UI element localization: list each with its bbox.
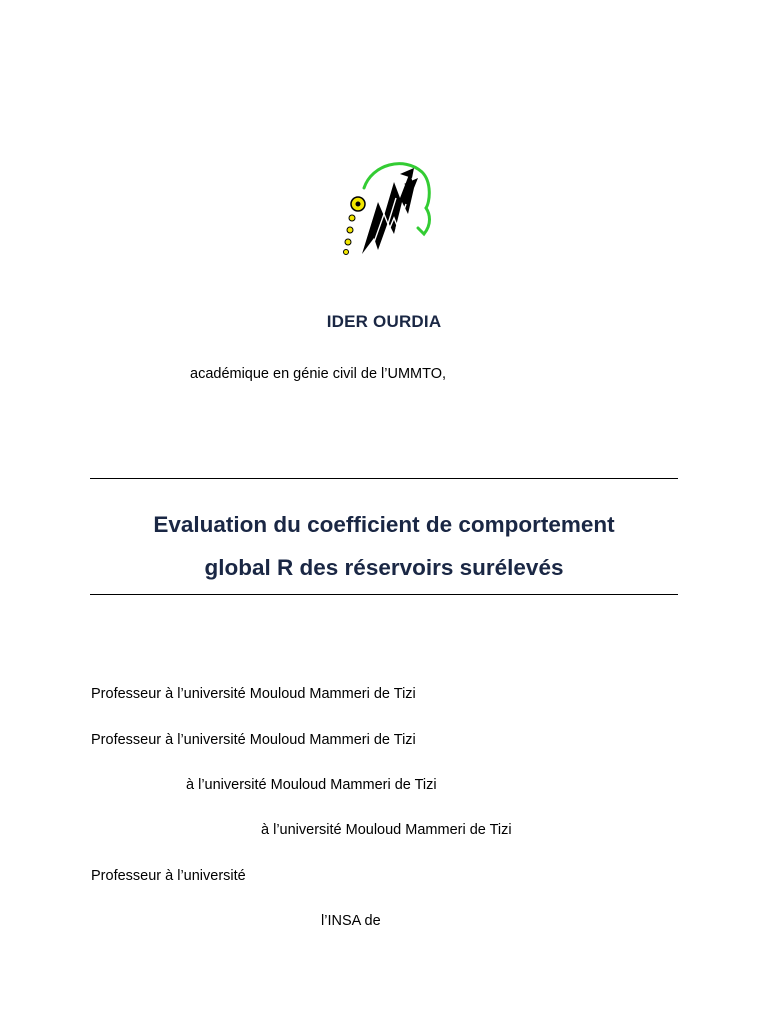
thesis-title	[90, 503, 678, 589]
jury-line-3: à l’université Mouloud Mammeri de Tizi	[186, 777, 437, 793]
jury-line-1: Professeur à l’université Mouloud Mammeri de Tizi	[91, 686, 416, 702]
affiliation-text: académique en génie civil de l’UMMTO,	[190, 366, 447, 382]
thesis-title-line-1: Evaluation du coefficient de comportement	[153, 512, 615, 537]
jury-line-5: Professeur à l’université	[91, 868, 246, 884]
title-rule-bottom	[90, 594, 678, 595]
university-emblem-icon	[334, 158, 436, 258]
title-rule-top	[90, 478, 678, 479]
jury-line-4: à l’université Mouloud Mammeri de Tizi	[261, 822, 512, 838]
thesis-title-line-2: global R des réservoirs surélevés	[204, 555, 564, 580]
jury-line-2: Professeur à l’université Mouloud Mammeri de Tizi	[91, 732, 416, 748]
author-name: IDER OURDIA	[326, 312, 442, 331]
jury-line-6: l’INSA de	[321, 913, 381, 929]
